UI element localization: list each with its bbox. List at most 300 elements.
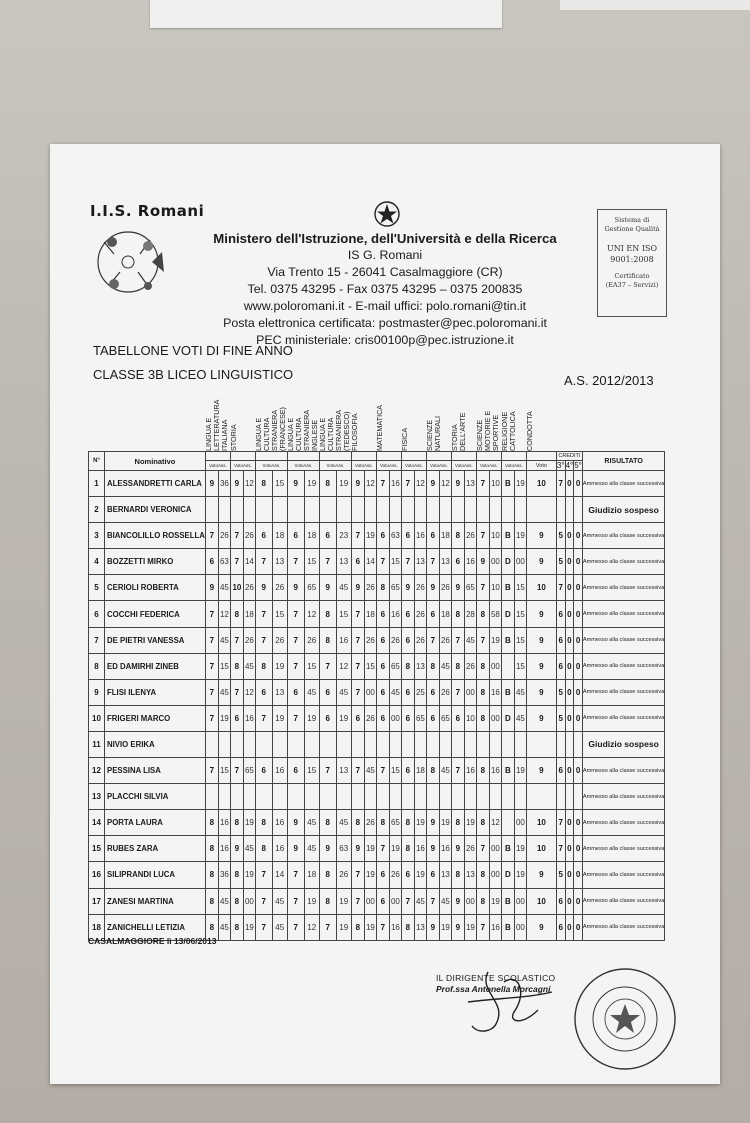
student-name: BIANCOLILLO ROSSELLA bbox=[105, 523, 206, 549]
cert-standard: UNI EN ISO bbox=[606, 244, 658, 253]
subject-header bbox=[319, 389, 351, 452]
grade-vote: 9 bbox=[319, 836, 336, 862]
student-row bbox=[89, 679, 665, 705]
grade-absences: 19 bbox=[304, 471, 319, 497]
grade-vote: 7 bbox=[205, 523, 218, 549]
grade-vote: 7 bbox=[255, 601, 272, 627]
grade-vote: 8 bbox=[451, 862, 464, 888]
credit-3: 5 bbox=[556, 549, 565, 575]
grade-absences: 26 bbox=[304, 627, 319, 653]
grade-vote: 7 bbox=[476, 914, 489, 940]
grade-absences: 13 bbox=[272, 679, 287, 705]
condotta-vote bbox=[526, 784, 556, 810]
grade-vote: 6 bbox=[351, 705, 364, 731]
grade-absences bbox=[439, 731, 451, 757]
name-header: Nominativo bbox=[105, 452, 206, 471]
grade-vote: 7 bbox=[319, 758, 336, 784]
grade-vote: B bbox=[501, 679, 514, 705]
grade-vote: 7 bbox=[351, 862, 364, 888]
student-row bbox=[89, 653, 665, 679]
grade-vote: 6 bbox=[426, 862, 439, 888]
grade-absences: 19 bbox=[336, 914, 351, 940]
grade-absences: 14 bbox=[272, 862, 287, 888]
grade-absences bbox=[272, 784, 287, 810]
grade-vote bbox=[451, 497, 464, 523]
student-row bbox=[89, 731, 665, 757]
subject-header bbox=[501, 389, 526, 452]
grade-absences: 45 bbox=[336, 679, 351, 705]
grade-absences bbox=[464, 497, 476, 523]
grade-vote: 8 bbox=[376, 810, 389, 836]
grade-absences: 00 bbox=[489, 705, 501, 731]
grade-absences: 18 bbox=[304, 862, 319, 888]
credit-5: 0 bbox=[574, 471, 583, 497]
grade-absences: 00 bbox=[489, 653, 501, 679]
grade-vote: 7 bbox=[376, 758, 389, 784]
credit-5: 0 bbox=[574, 653, 583, 679]
document-date: CASALMAGGIORE lì 13/06/2013 bbox=[88, 936, 217, 946]
voto-ass-header: VotoAss. bbox=[319, 461, 351, 471]
condotta-vote: 9 bbox=[526, 549, 556, 575]
grade-vote: 7 bbox=[426, 888, 439, 914]
credit-4: 0 bbox=[565, 862, 574, 888]
credit-3: 7 bbox=[556, 810, 565, 836]
letterhead bbox=[180, 230, 590, 349]
voto-ass-header: VotoAss. bbox=[351, 461, 376, 471]
grade-absences: 14 bbox=[243, 549, 255, 575]
grade-vote bbox=[376, 497, 389, 523]
grade-absences: 19 bbox=[364, 862, 376, 888]
condotta-vote: 9 bbox=[526, 627, 556, 653]
credit-5: 0 bbox=[574, 523, 583, 549]
grade-absences: 26 bbox=[414, 627, 426, 653]
row-number: 3 bbox=[89, 523, 105, 549]
grade-absences: 45 bbox=[243, 836, 255, 862]
voto-ass-header: VotoAss. bbox=[451, 461, 476, 471]
grade-vote: 9 bbox=[287, 471, 304, 497]
grade-absences: 00 bbox=[389, 705, 401, 731]
grade-vote: 8 bbox=[319, 471, 336, 497]
subject-spacer bbox=[426, 452, 451, 461]
grade-vote: D bbox=[501, 705, 514, 731]
credit-5: 0 bbox=[574, 549, 583, 575]
credit-5: 0 bbox=[574, 888, 583, 914]
student-row bbox=[89, 523, 665, 549]
grade-absences: 45 bbox=[439, 888, 451, 914]
credit-5: 0 bbox=[574, 862, 583, 888]
grade-absences bbox=[218, 497, 230, 523]
column-header-row bbox=[89, 452, 665, 461]
grade-vote: 9 bbox=[287, 810, 304, 836]
grade-absences bbox=[464, 731, 476, 757]
subject-header bbox=[376, 389, 401, 452]
grade-vote: 7 bbox=[376, 914, 389, 940]
grade-absences: 26 bbox=[336, 862, 351, 888]
grade-vote bbox=[476, 784, 489, 810]
grade-absences: 26 bbox=[439, 679, 451, 705]
grade-absences: 16 bbox=[414, 836, 426, 862]
student-name: ZANESI MARTINA bbox=[105, 888, 206, 914]
grade-absences: 16 bbox=[489, 679, 501, 705]
grade-absences: 19 bbox=[364, 836, 376, 862]
grade-vote: 8 bbox=[351, 914, 364, 940]
grade-absences: 16 bbox=[218, 836, 230, 862]
student-name: COCCHI FEDERICA bbox=[105, 601, 206, 627]
grade-vote: 6 bbox=[401, 862, 414, 888]
student-name: FRIGERI MARCO bbox=[105, 705, 206, 731]
grade-absences: 12 bbox=[304, 601, 319, 627]
grade-vote: 6 bbox=[426, 523, 439, 549]
grade-vote: 8 bbox=[205, 862, 218, 888]
grade-vote: B bbox=[501, 888, 514, 914]
grade-absences: 19 bbox=[364, 914, 376, 940]
grade-vote: 8 bbox=[476, 758, 489, 784]
grade-vote: 8 bbox=[230, 888, 243, 914]
grade-vote: 6 bbox=[319, 679, 336, 705]
grade-absences bbox=[304, 497, 319, 523]
grade-absences: 16 bbox=[272, 810, 287, 836]
condotta-vote: 9 bbox=[526, 705, 556, 731]
condotta-spacer bbox=[526, 452, 556, 461]
grade-vote: 7 bbox=[205, 705, 218, 731]
row-number: 12 bbox=[89, 758, 105, 784]
grade-vote: 9 bbox=[401, 575, 414, 601]
subject-spacer bbox=[376, 452, 401, 461]
grade-vote: 6 bbox=[255, 758, 272, 784]
grade-vote: 9 bbox=[255, 575, 272, 601]
grade-vote: 7 bbox=[451, 758, 464, 784]
grade-absences: 26 bbox=[414, 575, 426, 601]
credit-3-header: 3° bbox=[556, 461, 565, 470]
grade-vote: 8 bbox=[230, 601, 243, 627]
grade-vote: 9 bbox=[426, 914, 439, 940]
grade-vote: 6 bbox=[426, 601, 439, 627]
grade-vote: 6 bbox=[451, 705, 464, 731]
grade-absences: 16 bbox=[336, 627, 351, 653]
credit-4: 0 bbox=[565, 471, 574, 497]
subject-header bbox=[287, 389, 319, 452]
grade-vote bbox=[287, 497, 304, 523]
grade-vote bbox=[401, 497, 414, 523]
condotta-vote: 10 bbox=[526, 810, 556, 836]
grade-absences: 15 bbox=[304, 758, 319, 784]
credit-3: 6 bbox=[556, 601, 565, 627]
grade-vote bbox=[451, 784, 464, 810]
grade-absences bbox=[243, 731, 255, 757]
grade-vote: B bbox=[501, 471, 514, 497]
grade-absences: 63 bbox=[218, 549, 230, 575]
grade-absences bbox=[514, 731, 526, 757]
grade-vote bbox=[501, 497, 514, 523]
credit-3 bbox=[556, 731, 565, 757]
row-number: 14 bbox=[89, 810, 105, 836]
credit-5: 0 bbox=[574, 679, 583, 705]
grade-vote bbox=[205, 731, 218, 757]
grade-vote: 7 bbox=[351, 601, 364, 627]
grade-absences: 00 bbox=[514, 888, 526, 914]
grade-absences: 26 bbox=[414, 601, 426, 627]
grade-absences: 00 bbox=[514, 914, 526, 940]
grade-absences: 19 bbox=[243, 914, 255, 940]
student-name: PESSINA LISA bbox=[105, 758, 206, 784]
grade-vote: 8 bbox=[401, 653, 414, 679]
credit-3: 6 bbox=[556, 914, 565, 940]
grade-vote: 8 bbox=[476, 705, 489, 731]
grade-absences bbox=[514, 784, 526, 810]
row-number: 9 bbox=[89, 679, 105, 705]
student-row bbox=[89, 758, 665, 784]
grade-vote: 7 bbox=[401, 549, 414, 575]
paper-scrap-top-right bbox=[560, 0, 750, 10]
condotta-vote: 9 bbox=[526, 679, 556, 705]
condotta-vote: 9 bbox=[526, 862, 556, 888]
grade-vote: 6 bbox=[401, 758, 414, 784]
header-blank bbox=[89, 389, 206, 452]
grade-vote: 7 bbox=[351, 523, 364, 549]
grade-vote bbox=[501, 653, 514, 679]
grade-absences: 15 bbox=[304, 549, 319, 575]
grade-absences: 00 bbox=[489, 836, 501, 862]
grade-absences: 45 bbox=[464, 627, 476, 653]
student-name: SILIPRANDI LUCA bbox=[105, 862, 206, 888]
logo-title: I.I.S. Romani bbox=[90, 202, 205, 220]
grade-absences: 19 bbox=[218, 705, 230, 731]
grade-absences: 00 bbox=[489, 549, 501, 575]
grade-absences: 15 bbox=[272, 471, 287, 497]
grade-vote bbox=[426, 784, 439, 810]
student-name: BOZZETTI MIRKO bbox=[105, 549, 206, 575]
grade-absences: 45 bbox=[243, 653, 255, 679]
grade-absences: 00 bbox=[243, 888, 255, 914]
grade-absences: 12 bbox=[336, 653, 351, 679]
grade-vote: D bbox=[501, 549, 514, 575]
grade-absences: 26 bbox=[389, 627, 401, 653]
grade-absences: 65 bbox=[414, 705, 426, 731]
credit-5: 0 bbox=[574, 810, 583, 836]
grade-absences: 36 bbox=[218, 471, 230, 497]
student-name: ED DAMIRHI ZINEB bbox=[105, 653, 206, 679]
credit-5: 0 bbox=[574, 601, 583, 627]
credit-4: 0 bbox=[565, 705, 574, 731]
grade-absences bbox=[336, 497, 351, 523]
grade-absences bbox=[464, 784, 476, 810]
credit-4 bbox=[565, 497, 574, 523]
grade-vote: 8 bbox=[476, 653, 489, 679]
student-name: DE PIETRI VANESSA bbox=[105, 627, 206, 653]
grade-vote: 7 bbox=[287, 601, 304, 627]
subject-spacer bbox=[401, 452, 426, 461]
grade-absences: 19 bbox=[272, 653, 287, 679]
row-number: 7 bbox=[89, 627, 105, 653]
credit-4: 0 bbox=[565, 575, 574, 601]
grade-absences: 45 bbox=[218, 627, 230, 653]
grade-absences: 15 bbox=[364, 653, 376, 679]
grade-absences: 26 bbox=[218, 523, 230, 549]
grade-absences: 19 bbox=[489, 627, 501, 653]
grade-vote: 9 bbox=[230, 471, 243, 497]
grade-vote: 7 bbox=[255, 862, 272, 888]
credit-5: 0 bbox=[574, 758, 583, 784]
student-row bbox=[89, 705, 665, 731]
student-row bbox=[89, 471, 665, 497]
grade-absences: 45 bbox=[389, 679, 401, 705]
credit-4: 0 bbox=[565, 627, 574, 653]
grade-vote bbox=[501, 731, 514, 757]
grade-vote: 9 bbox=[426, 575, 439, 601]
grade-absences bbox=[439, 497, 451, 523]
student-row bbox=[89, 836, 665, 862]
certified-email: Posta elettronica certificata: postmaster@pec.poloromani.it bbox=[223, 316, 547, 330]
cert-line: (EA37 – Servizi) bbox=[605, 281, 659, 289]
grade-vote: 7 bbox=[230, 679, 243, 705]
subject-header bbox=[255, 389, 287, 452]
credit-4: 0 bbox=[565, 758, 574, 784]
class-name: CLASSE 3B LICEO LINGUISTICO bbox=[93, 367, 294, 382]
grade-absences: 10 bbox=[489, 523, 501, 549]
grade-vote: D bbox=[501, 601, 514, 627]
grade-vote: 6 bbox=[287, 679, 304, 705]
result-text: Ammesso alla classe successiva bbox=[582, 862, 664, 888]
student-row bbox=[89, 888, 665, 914]
grade-vote: 7 bbox=[230, 549, 243, 575]
student-row bbox=[89, 784, 665, 810]
grade-absences: 15 bbox=[336, 601, 351, 627]
grade-absences: 19 bbox=[364, 523, 376, 549]
subject-header bbox=[451, 389, 476, 452]
grade-vote: 6 bbox=[376, 653, 389, 679]
grade-absences: 36 bbox=[218, 862, 230, 888]
grade-vote: 8 bbox=[319, 888, 336, 914]
phone-fax: Tel. 0375 43295 - Fax 0375 43295 – 0375 200835 bbox=[247, 282, 523, 296]
grade-vote: 8 bbox=[451, 810, 464, 836]
grade-vote: 7 bbox=[426, 627, 439, 653]
grade-absences: 19 bbox=[272, 705, 287, 731]
grade-absences: 45 bbox=[304, 679, 319, 705]
school-year: A.S. 2012/2013 bbox=[564, 373, 654, 388]
grade-vote: 6 bbox=[401, 679, 414, 705]
result-text: Ammesso alla classe successiva bbox=[582, 836, 664, 862]
condotta-vote: 9 bbox=[526, 914, 556, 940]
grade-vote: 7 bbox=[476, 523, 489, 549]
grade-absences: 15 bbox=[304, 653, 319, 679]
grade-absences: 26 bbox=[243, 523, 255, 549]
grade-absences: 26 bbox=[364, 705, 376, 731]
grade-absences bbox=[414, 784, 426, 810]
grade-vote: 6 bbox=[376, 705, 389, 731]
subject-header bbox=[401, 389, 426, 452]
grade-absences: 26 bbox=[389, 862, 401, 888]
grade-absences: 00 bbox=[464, 679, 476, 705]
grade-absences: 45 bbox=[514, 679, 526, 705]
quality-certification-box bbox=[597, 209, 667, 317]
grade-absences: 15 bbox=[272, 601, 287, 627]
grade-vote bbox=[287, 731, 304, 757]
student-name: PLACCHI SILVIA bbox=[105, 784, 206, 810]
cert-line: Gestione Qualità bbox=[604, 225, 660, 233]
grade-vote: 8 bbox=[476, 888, 489, 914]
grade-vote: 7 bbox=[205, 653, 218, 679]
grade-vote: 7 bbox=[319, 653, 336, 679]
result-text: Ammesso alla classe successiva bbox=[582, 810, 664, 836]
credit-5-header: 5° bbox=[574, 461, 582, 470]
grade-absences: 26 bbox=[364, 810, 376, 836]
grade-vote: 6 bbox=[255, 523, 272, 549]
condotta-vote: 9 bbox=[526, 523, 556, 549]
result-text: Ammesso alla classe successiva bbox=[582, 758, 664, 784]
grade-vote: 8 bbox=[376, 575, 389, 601]
grade-vote: 7 bbox=[451, 679, 464, 705]
subject-spacer bbox=[287, 452, 319, 461]
grade-absences bbox=[489, 784, 501, 810]
grade-absences: 12 bbox=[304, 914, 319, 940]
grade-absences: 45 bbox=[218, 575, 230, 601]
grade-vote: 6 bbox=[319, 523, 336, 549]
grade-absences: 18 bbox=[439, 523, 451, 549]
voto-ass-header: VotoAss. bbox=[205, 461, 230, 471]
grade-vote: 7 bbox=[287, 888, 304, 914]
grade-vote: 7 bbox=[255, 549, 272, 575]
grade-absences bbox=[218, 731, 230, 757]
grade-vote: 7 bbox=[287, 549, 304, 575]
grade-absences bbox=[389, 731, 401, 757]
grade-absences: 15 bbox=[514, 601, 526, 627]
grade-absences: 19 bbox=[514, 862, 526, 888]
grade-vote: 8 bbox=[205, 836, 218, 862]
row-number: 17 bbox=[89, 888, 105, 914]
grade-absences: 65 bbox=[304, 575, 319, 601]
grade-absences: 26 bbox=[464, 836, 476, 862]
handwritten-signature bbox=[448, 962, 558, 1042]
grade-absences: 18 bbox=[364, 601, 376, 627]
grade-vote: 7 bbox=[351, 888, 364, 914]
grade-vote: 6 bbox=[287, 523, 304, 549]
grade-vote: 8 bbox=[476, 810, 489, 836]
grade-absences bbox=[389, 784, 401, 810]
grade-vote: 8 bbox=[451, 653, 464, 679]
grade-absences: 13 bbox=[336, 758, 351, 784]
grade-absences: 45 bbox=[218, 914, 230, 940]
grade-vote: 9 bbox=[426, 836, 439, 862]
grade-vote: 8 bbox=[426, 758, 439, 784]
grade-absences: 19 bbox=[243, 810, 255, 836]
grade-absences: 26 bbox=[364, 575, 376, 601]
grade-absences: 45 bbox=[304, 810, 319, 836]
republic-emblem bbox=[372, 199, 402, 229]
grade-vote bbox=[351, 784, 364, 810]
credit-4 bbox=[565, 731, 574, 757]
grade-vote: 7 bbox=[351, 653, 364, 679]
grade-absences: 16 bbox=[489, 758, 501, 784]
credit-5: 0 bbox=[574, 627, 583, 653]
grade-vote: 9 bbox=[287, 575, 304, 601]
grade-absences: 12 bbox=[243, 471, 255, 497]
grade-absences bbox=[336, 731, 351, 757]
grade-vote bbox=[255, 731, 272, 757]
credit-3: 7 bbox=[556, 575, 565, 601]
grade-absences: 00 bbox=[514, 810, 526, 836]
row-number: 15 bbox=[89, 836, 105, 862]
grade-vote: 7 bbox=[255, 705, 272, 731]
signer-name: Prof.ssa Antonella Morcagni bbox=[436, 984, 551, 994]
grade-vote: 7 bbox=[426, 549, 439, 575]
grade-vote: 7 bbox=[476, 471, 489, 497]
grade-vote: 9 bbox=[451, 836, 464, 862]
result-text: Ammesso alla classe successiva bbox=[582, 914, 664, 940]
result-text: Ammesso alla classe successiva bbox=[582, 888, 664, 914]
official-stamp bbox=[570, 964, 680, 1074]
document-sheet bbox=[50, 144, 720, 1084]
cert-standard-year: 9001:2008 bbox=[610, 255, 654, 264]
